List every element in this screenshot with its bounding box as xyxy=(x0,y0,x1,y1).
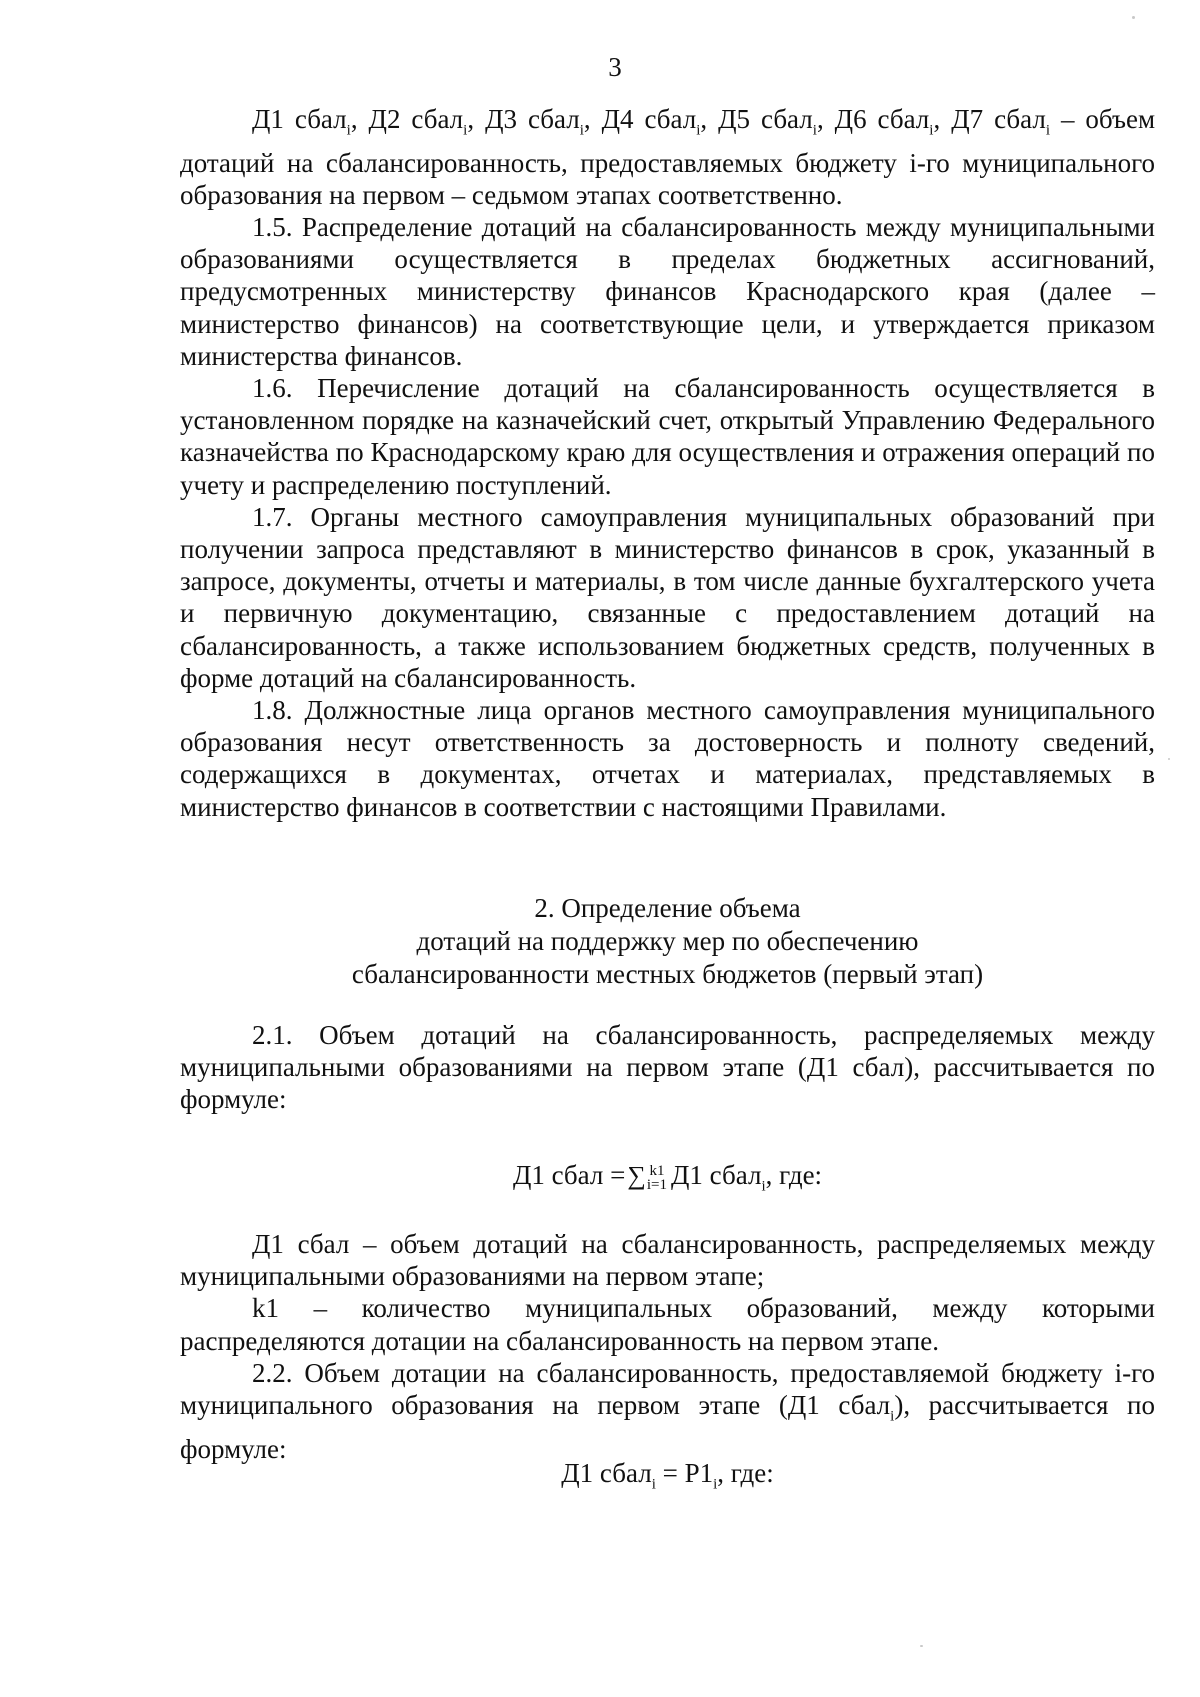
paragraph-1-6: 1.6. Перечисление дотаций на сбалансированность осуществляется в установленном порядке на казначейский счет, открытый Управлению Федерального казначейства по Краснодарскому краю для осуществления и отражения операций по учету и распределению поступлений. xyxy=(180,373,1155,500)
sum-sign: ∑ xyxy=(627,1161,646,1190)
formula-term-sub: i xyxy=(761,1178,766,1195)
scan-speck xyxy=(920,1645,923,1647)
definitions-block xyxy=(180,1228,1155,1465)
sum-limits xyxy=(647,1164,667,1192)
term-d4: Д4 сбал xyxy=(601,104,697,134)
sum-lower-limit: i=1 xyxy=(646,1176,668,1193)
paragraph-2-2: 2.2. Объем дотации на сбалансированность, предоставляемой бюджету i-го муниципального образования на первом этапе (Д1 сбал$_i$), рассчитывается по формуле: xyxy=(180,1357,1155,1464)
formula2-rhs: = Р1 xyxy=(655,1458,714,1488)
paragraph-1-8: 1.8. Должностные лица органов местного самоуправления муниципального образования несут ответственность за достоверность и полноту сведений, содержащихся в документах, отчетах и материалах, представляемых в министерство финансов в соответствии с настоящими Правилами. xyxy=(180,695,1155,822)
term-d3: Д3 сбал xyxy=(485,104,580,134)
heading-line-2: дотаций на поддержку мер по обеспечению xyxy=(416,926,919,956)
term-d7: Д7 сбал xyxy=(951,104,1046,134)
paragraph-d1-definition: Д1 сбал – объем дотаций на сбалансированность, распределяемых между муниципальными образованиями на первом этапе; xyxy=(180,1229,1155,1292)
paragraph-1-5: 1.5. Распределение дотаций на сбалансированность между муниципальными образованиями осуществляется в пределах бюджетных ассигнований, предусмотренных министерству финансов Краснодарского края (далее – министерство финансов) на соответствующие цели, и утверждается приказом министерства финансов. xyxy=(180,212,1155,371)
paragraph-2-1: 2.1. Объем дотаций на сбалансированность, распределяемых между муниципальными образованиями на первом этапе (Д1 сбал), рассчитывается по формуле: xyxy=(180,1020,1155,1115)
formula-lhs: Д1 сбал = xyxy=(512,1160,626,1190)
heading-line-3: сбалансированности местных бюджетов (первый этап) xyxy=(351,959,984,989)
formula2-lhs: Д1 сбал xyxy=(561,1458,652,1488)
scan-speck xyxy=(1168,758,1170,760)
paragraph-d-definitions: Д1 сбал$_i$, Д2 сбал$_i$, Д3 сбал$_i$, Д4 сбал$_i$, Д5 сбал$_i$, Д6 сбал$_i$, Д7 сбал$_i$ – объем дотаций на сбалансированность, предоставляемых бюджету i-го муниципального образования на первом – седьмом этапах соответственно. xyxy=(180,104,1156,210)
term-d6: Д6 сбал xyxy=(834,104,930,134)
formula2-tail: , где: xyxy=(717,1458,774,1488)
sum-upper-limit: k1 xyxy=(649,1162,665,1179)
paragraph-k1-definition: k1 – количество муниципальных образований, между которыми распределяются дотации на сбалансированность на первом этапе. xyxy=(180,1293,1155,1356)
scan-speck xyxy=(1132,16,1135,19)
paragraph-1-7: 1.7. Органы местного самоуправления муниципальных образований при получении запроса представляют в министерство финансов в срок, указанный в запросе, документы, отчеты и материалы, в том числе данные бухгалтерского учета и первичную документацию, связанные с предоставлением дотаций на сбалансированность, а также использованием бюджетных средств, полученных в форме дотаций на сбалансированность. xyxy=(180,501,1155,693)
formula-tail: , где: xyxy=(765,1160,823,1190)
term-d1: Д1 сбал xyxy=(252,104,347,134)
term-d2: Д2 сбал xyxy=(368,104,464,134)
section-2-text-block xyxy=(180,1019,1155,1116)
sum-operator xyxy=(627,1159,667,1192)
formula-p1: Д1 сбал$_i$ = $Р1_i$, где: xyxy=(561,1458,774,1493)
formula-sum xyxy=(180,1159,1155,1202)
definition-text: – объем дотаций на сбалансированность, предоставляемых бюджету i-го муниципального образования на первом – седьмом этапах соответственно. xyxy=(180,104,1156,210)
page-number: 3 xyxy=(608,52,622,82)
term-d5: Д5 сбал xyxy=(718,104,813,134)
intro-text-block xyxy=(180,103,1155,823)
heading-line-1: 2. Определение объема xyxy=(534,893,801,923)
formula-term: Д1 сбал xyxy=(671,1160,762,1190)
section-2-heading xyxy=(180,892,1155,991)
